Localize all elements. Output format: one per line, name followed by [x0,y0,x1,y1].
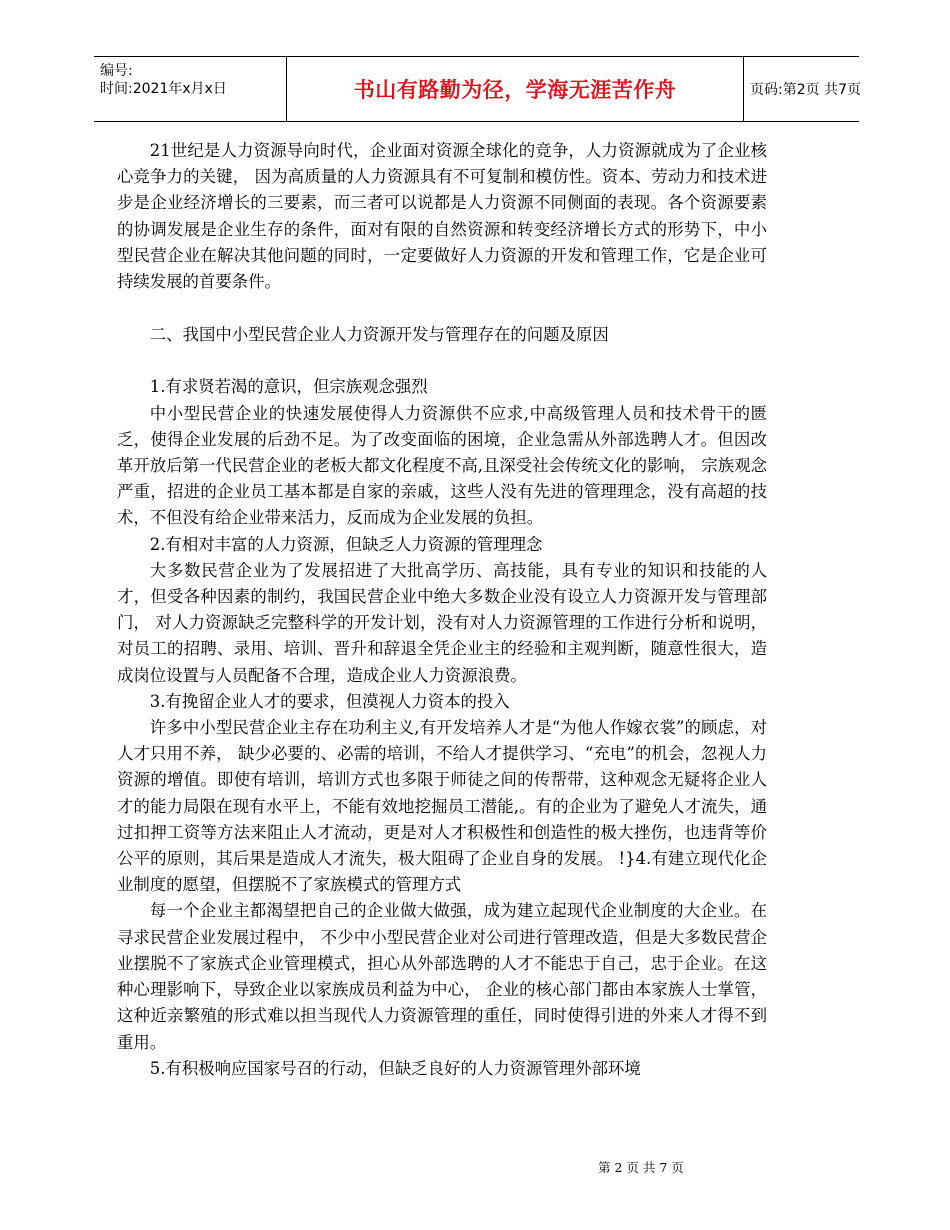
subheading-2: 2.有相对丰富的人力资源，但缺乏人力资源的管理理念 [149,534,543,554]
subheading-5: 5.有积极响应国家号召的行动，但缺乏良好的人力资源管理外部环境 [149,1058,641,1078]
subheading-1: 1.有求贤若渴的意识，但宗族观念强烈 [149,377,428,397]
paragraph-3: 许多中小型民营企业主存在功利主义,有开发培养人才是“为他人作嫁衣裳”的顾虑，对人才只用不养， 缺少必要的、必需的培训，不给人才提供学习、“充电”的机会，忽视人力资源的增值。即使有培训，培训方式也多限于师徒之间的传帮带，这种观念无疑将企业人才的能力局限在现有水平上，不能有效地挖掘员工潜能,。有的企业为了避免人才流失，通过扣押工资等方法来阻止人才流动，更是对人才积极性和创造性的极大挫伤，也违背等价公平的原则，其后果是造成人才流失，极大阻碍了企业自身的发展。 !}4.有建立现代化企业制度的愿望，但摆脱不了家族模式的管理方式 [117,718,767,895]
paragraph-1: 中小型民营企业的快速发展使得人力资源供不应求,中高级管理人员和技术骨干的匮乏，使得企业发展的后劲不足。为了改变面临的困境，企业急需从外部选聘人才。但因改革开放后第一代民营企业的老板大都文化程度不高,且深受社会传统文化的影响， 宗族观念严重，招进的企业员工基本都是自家的亲戚，这些人没有先进的管理理念，没有高超的技术，不但没有给企业带来活力，反而成为企业发展的负担。 [117,403,767,528]
document-body [117,138,767,1082]
paragraph-4: 每一个企业主都渴望把自己的企业做大做强，成为建立起现代企业制度的大企业。在寻求民营企业发展过程中， 不少中小型民营企业对公司进行管理改造，但是大多数民营企业摆脱不了家族式企业管理模式，担心从外部选聘的人才不能忠于自己，忠于企业。在这种心理影响下，导致企业以家族成员利益为中心， 企业的核心部门都由本家族人士掌管，这种近亲繁殖的形式难以担当现代人力资源管理的重任，同时使得引进的外来人才得不到重用。 [117,901,767,1052]
paragraph-intro: 21世纪是人力资源导向时代，企业面对资源全球化的竞争，人力资源就成为了企业核心竞争力的关键， 因为高质量的人力资源具有不可复制和模仿性。资本、劳动力和技术进步是企业经济增长的三要素，而三者可以说都是人力资源不同侧面的表现。各个资源要素的协调发展是企业生存的条件，面对有限的自然资源和转变经济增长方式的形势下，中小型民营企业在解决其他问题的同时，一定要做好人力资源的开发和管理工作，它是企业可持续发展的首要条件。 [117,141,767,292]
header-motto: 书山有路勤为径，学海无涯苦作舟 [353,78,677,102]
footer-page-number: 第 2 页 共 7 页 [598,1160,684,1175]
header-info [100,57,284,121]
document-number-label: 编号: [100,63,133,79]
page-header [94,56,859,122]
section-heading: 二、我国中小型民营企业人力资源开发与管理存在的问题及原因 [149,325,609,345]
header-motto-cell [286,57,744,121]
document-date: 时间:2021年x月x日 [100,81,227,97]
paragraph-2: 大多数民营企业为了发展招进了大批高学历、高技能，具有专业的知识和技能的人才，但受各种因素的制约，我国民营企业中绝大多数企业没有设立人力资源开发与管理部门， 对人力资源缺乏完整科学的开发计划，没有对人力资源管理的工作进行分析和说明，对员工的招聘、录用、培训、晋升和辞退全凭企业主的经验和主观判断，随意性很大，造成岗位设置与人员配备不合理，造成企业人力资源浪费。 [117,560,767,685]
header-page-indicator: 页码:第2页 共7页 [750,82,861,98]
subheading-3: 3.有挽留企业人才的要求，但漠视人力资本的投入 [149,691,510,711]
